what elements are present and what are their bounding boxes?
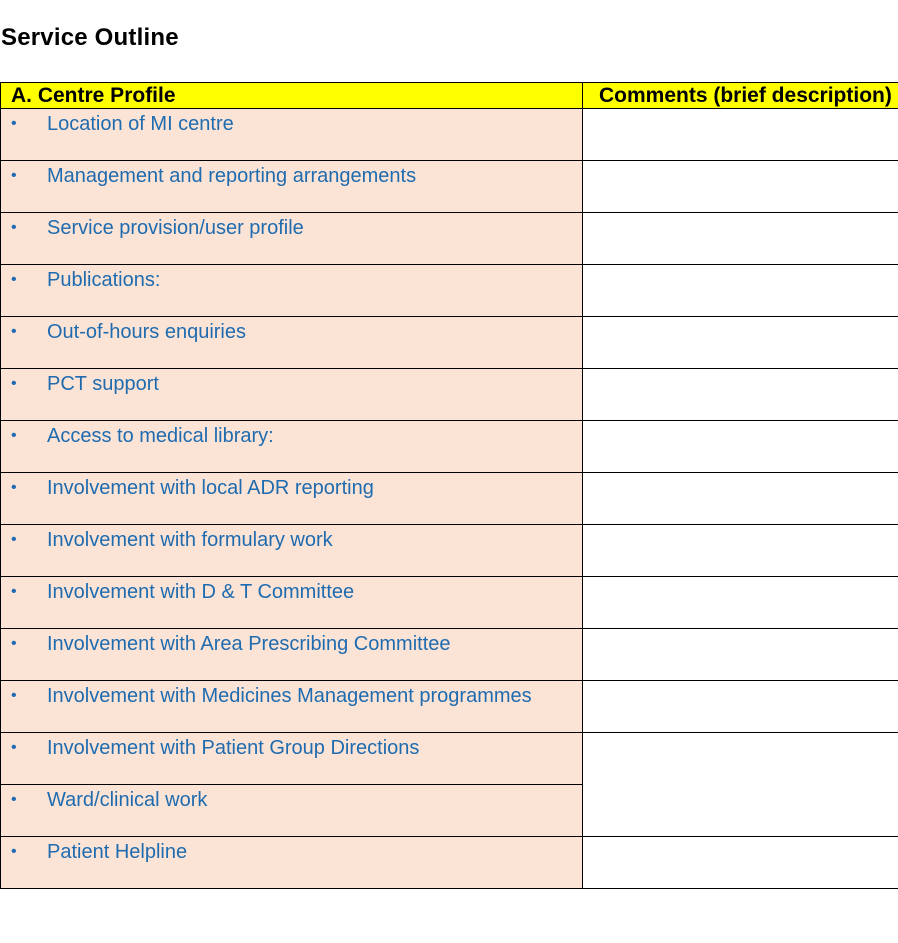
comment-cell[interactable] [583, 473, 898, 525]
item-label: Ward/clinical work [47, 789, 208, 811]
bullet-icon: • [11, 271, 17, 288]
table-row [1, 577, 898, 629]
table-row [1, 837, 898, 889]
item-cell [1, 213, 583, 265]
bullet-icon: • [11, 635, 17, 652]
table-row [1, 681, 898, 733]
comment-cell[interactable] [583, 369, 898, 421]
bullet-icon: • [11, 479, 17, 496]
table-row [1, 629, 898, 681]
item-label: Patient Helpline [47, 841, 188, 863]
bullet-icon: • [11, 219, 17, 236]
comment-cell[interactable] [583, 213, 898, 265]
bullet-icon: • [11, 739, 17, 756]
item-label: Involvement with D & T Committee [47, 581, 355, 603]
document-title: Service Outline [1, 24, 179, 51]
comment-cell[interactable] [583, 837, 898, 889]
item-label: Publications: [47, 269, 161, 291]
comment-cell[interactable] [583, 161, 898, 213]
comment-cell[interactable] [583, 577, 898, 629]
item-cell [1, 473, 583, 525]
bullet-icon: • [11, 531, 17, 548]
item-label: Management and reporting arrangements [47, 165, 417, 187]
table-row [1, 369, 898, 421]
item-label: Involvement with Area Prescribing Committee [47, 633, 451, 655]
table-row [1, 213, 898, 265]
item-label: Access to medical library: [47, 425, 274, 447]
item-label: Involvement with Medicines Management programmes [47, 685, 532, 707]
comment-cell[interactable] [583, 525, 898, 577]
item-cell [1, 629, 583, 681]
item-label: Involvement with formulary work [47, 529, 333, 551]
item-label: Service provision/user profile [47, 217, 304, 239]
table-row [1, 109, 898, 161]
item-cell [1, 577, 583, 629]
item-label: Location of MI centre [47, 113, 234, 135]
table-row [1, 733, 898, 785]
table-row [1, 161, 898, 213]
comments-header: Comments (brief description) [583, 83, 898, 109]
table-row [1, 265, 898, 317]
bullet-icon: • [11, 687, 17, 704]
item-label: Out-of-hours enquiries [47, 321, 246, 343]
bullet-icon: • [11, 791, 17, 808]
table-row [1, 525, 898, 577]
bullet-icon: • [11, 583, 17, 600]
comment-cell[interactable] [583, 681, 898, 733]
item-cell [1, 785, 583, 837]
table-body [1, 109, 898, 889]
comment-cell[interactable] [583, 109, 898, 161]
item-cell [1, 369, 583, 421]
item-cell [1, 265, 583, 317]
comment-cell[interactable] [583, 733, 898, 837]
table-row [1, 421, 898, 473]
service-outline-table [0, 82, 898, 889]
bullet-icon: • [11, 323, 17, 340]
bullet-icon: • [11, 843, 17, 860]
item-cell [1, 525, 583, 577]
bullet-icon: • [11, 167, 17, 184]
bullet-icon: • [11, 375, 17, 392]
comment-cell[interactable] [583, 421, 898, 473]
comment-cell[interactable] [583, 317, 898, 369]
item-cell [1, 733, 583, 785]
centre-profile-header: A. Centre Profile [1, 83, 583, 109]
bullet-icon: • [11, 427, 17, 444]
item-cell [1, 421, 583, 473]
item-cell [1, 317, 583, 369]
item-label: Involvement with Patient Group Directions [47, 737, 420, 759]
item-cell [1, 837, 583, 889]
item-label: PCT support [47, 373, 159, 395]
bullet-icon: • [11, 115, 17, 132]
item-cell [1, 681, 583, 733]
item-cell [1, 109, 583, 161]
comment-cell[interactable] [583, 265, 898, 317]
table-row [1, 317, 898, 369]
table-header-row [1, 83, 898, 109]
table-row [1, 473, 898, 525]
item-cell [1, 161, 583, 213]
comment-cell[interactable] [583, 629, 898, 681]
item-label: Involvement with local ADR reporting [47, 477, 374, 499]
